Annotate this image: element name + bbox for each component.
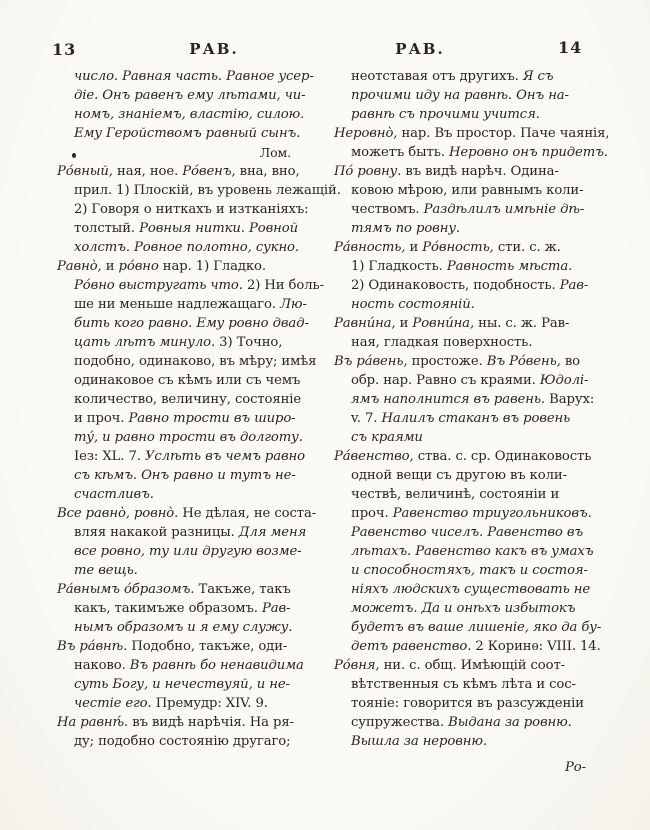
text-line bbox=[57, 238, 327, 257]
text-line bbox=[334, 409, 620, 428]
text-segment: Не дѣлая, не соста- bbox=[178, 506, 317, 521]
text-segment: чествомъ. bbox=[351, 202, 424, 217]
text-segment: 3) Точно, bbox=[215, 335, 283, 350]
text-line bbox=[57, 447, 327, 466]
right-text-column bbox=[334, 67, 620, 777]
text-segment: Все равно̀, ровно̀. bbox=[57, 506, 179, 521]
text-line bbox=[334, 542, 620, 561]
text-segment: Ро- bbox=[565, 760, 586, 775]
running-head-right: РАВ. bbox=[395, 40, 445, 58]
text-segment: лѣтахъ. Равенство какъ въ умахъ bbox=[351, 544, 594, 559]
text-segment: ямъ наполнится въ равень. bbox=[351, 392, 546, 407]
text-segment: наково. bbox=[74, 658, 130, 673]
text-line bbox=[57, 485, 327, 504]
text-line bbox=[57, 105, 327, 124]
text-segment: неотставая отъ другихъ. bbox=[351, 69, 523, 84]
text-line bbox=[57, 428, 327, 447]
text-segment: ства. с. ср. Одинаковость bbox=[413, 449, 592, 464]
text-line bbox=[334, 580, 620, 599]
text-segment: Вышла за неровню. bbox=[351, 734, 487, 749]
text-line bbox=[57, 162, 327, 181]
text-segment: 2) Говоря о ниткахъ и изтканіяхъ: bbox=[74, 202, 309, 217]
text-line bbox=[334, 561, 620, 580]
text-segment: вна, вно, bbox=[235, 164, 300, 179]
text-segment: одинаковое съ кѣмъ или съ чемъ bbox=[74, 373, 301, 388]
text-line bbox=[57, 257, 327, 276]
text-segment: Лом. bbox=[259, 145, 291, 160]
text-line bbox=[57, 124, 327, 143]
text-line bbox=[57, 276, 327, 295]
text-line bbox=[334, 162, 620, 181]
text-segment: ше ни меньше надлежащаго. bbox=[74, 297, 281, 312]
text-line bbox=[57, 409, 327, 428]
text-segment: Премудр: XIV. 9. bbox=[151, 696, 268, 711]
text-line bbox=[334, 656, 620, 675]
text-line bbox=[57, 694, 327, 713]
text-line bbox=[334, 238, 620, 257]
text-segment: Варух: bbox=[545, 392, 595, 407]
text-segment: Равенство чиселъ. Равенство въ bbox=[351, 525, 584, 540]
text-segment: Подобно, такъже, оди- bbox=[127, 639, 288, 654]
text-segment: прил. 1) Плоскій, въ уровень лежащій. bbox=[74, 183, 341, 198]
text-line bbox=[334, 428, 620, 447]
text-segment: и bbox=[405, 240, 423, 255]
text-segment: Въ ра́внѣ. bbox=[57, 639, 128, 654]
text-segment: вляя накакой разницы. bbox=[74, 525, 239, 540]
text-segment: простоже. bbox=[407, 354, 487, 369]
text-segment: Ра́вность, bbox=[334, 240, 406, 255]
text-line bbox=[57, 732, 327, 751]
text-segment: тояніе: говорится въ разсужденіи bbox=[351, 696, 584, 711]
text-line bbox=[57, 295, 327, 314]
text-line bbox=[57, 656, 327, 675]
text-segment: Налилъ стаканъ въ ровень bbox=[381, 411, 571, 426]
text-line bbox=[334, 618, 620, 637]
text-segment: холстъ. Ровное полотно, сукно. bbox=[74, 240, 299, 255]
text-line bbox=[57, 637, 327, 656]
text-line bbox=[334, 200, 620, 219]
text-segment: На равнѣ́. bbox=[57, 715, 129, 730]
text-segment: Равенство триугольниковъ. bbox=[392, 506, 592, 521]
text-segment: можетъ. Да и онѣхъ избытокъ bbox=[351, 601, 576, 616]
text-segment: число. Равная часть. Равное усер- bbox=[74, 69, 314, 84]
text-segment: Ро́вность, bbox=[422, 240, 494, 255]
text-segment: Ро́вно выстругать что. bbox=[74, 278, 243, 293]
text-segment: діе. Онъ равенъ ему лѣтами, чи- bbox=[74, 88, 306, 103]
text-segment: цать лѣтъ минуло. bbox=[74, 335, 216, 350]
text-segment: количество, величину, состояніе bbox=[74, 392, 302, 407]
text-line bbox=[334, 637, 620, 656]
text-segment: какъ, такимъже образомъ. bbox=[74, 601, 262, 616]
text-segment: и способностяхъ, такъ и состоя- bbox=[351, 563, 588, 578]
text-segment: ни. с. общ. Имѣющій соот- bbox=[379, 658, 566, 673]
text-line bbox=[334, 713, 620, 732]
text-segment: честіе его. bbox=[74, 696, 152, 711]
text-line bbox=[334, 219, 620, 238]
text-line bbox=[57, 219, 327, 238]
text-line bbox=[57, 371, 327, 390]
text-segment: можетъ быть. bbox=[351, 145, 450, 160]
text-segment: По́ ровну. bbox=[334, 164, 402, 179]
text-segment: обр. нар. Равно съ краями. bbox=[351, 373, 540, 388]
text-line bbox=[57, 352, 327, 371]
text-segment: Ро́венъ, bbox=[182, 164, 236, 179]
text-line bbox=[57, 181, 341, 200]
text-segment: Такъже, такъ bbox=[194, 582, 291, 597]
text-segment: детъ равенство. bbox=[351, 639, 472, 654]
text-segment: прочими иду на равнѣ. Онъ на- bbox=[351, 88, 569, 103]
text-segment: толстый. bbox=[74, 221, 140, 236]
text-line bbox=[334, 143, 620, 162]
text-line bbox=[334, 257, 620, 276]
text-line bbox=[334, 732, 620, 751]
text-segment: проч. bbox=[351, 506, 393, 521]
text-line bbox=[57, 599, 327, 618]
page-number-left: 13 bbox=[52, 40, 77, 59]
text-segment: Для меня bbox=[238, 525, 307, 540]
text-line bbox=[334, 694, 620, 713]
text-segment: и bbox=[395, 316, 413, 331]
text-segment: Ра́внымъ о́бразомъ. bbox=[57, 582, 195, 597]
text-line bbox=[57, 86, 327, 105]
text-segment: суть Богу, и нечествуяй, и не- bbox=[74, 677, 290, 692]
text-line bbox=[57, 200, 327, 219]
text-line bbox=[57, 314, 327, 333]
text-segment: все ровно, ту или другую возме- bbox=[74, 544, 302, 559]
text-segment: Юдолі- bbox=[539, 373, 589, 388]
text-segment: нымъ образомъ и я ему служу. bbox=[74, 620, 293, 635]
text-line bbox=[57, 675, 327, 694]
text-segment: ро́вно bbox=[118, 259, 159, 274]
page-number-right: 14 bbox=[558, 38, 583, 57]
text-line bbox=[334, 295, 620, 314]
text-segment: Выдана за ровню. bbox=[448, 715, 572, 730]
text-segment: тямъ по ровну. bbox=[351, 221, 460, 236]
text-line bbox=[334, 105, 620, 124]
text-line bbox=[57, 618, 327, 637]
text-segment: ту́, и равно трости въ долготу. bbox=[74, 430, 303, 445]
text-line bbox=[334, 333, 620, 352]
text-line bbox=[57, 504, 327, 523]
text-line bbox=[334, 352, 620, 371]
text-segment: Рав- bbox=[261, 601, 291, 616]
text-line bbox=[334, 466, 620, 485]
text-segment: Въ Ро́вень, bbox=[486, 354, 561, 369]
text-segment: Услѣть въ чемъ равно bbox=[144, 449, 305, 464]
text-line bbox=[334, 447, 620, 466]
text-segment: Въ ра́вень, bbox=[334, 354, 408, 369]
text-segment: будетъ въ ваше лишеніе, яко да бу- bbox=[351, 620, 602, 635]
text-line bbox=[57, 713, 327, 732]
text-segment: сти. с. ж. bbox=[493, 240, 561, 255]
text-segment: нар. 1) Гладко. bbox=[158, 259, 266, 274]
text-segment: чествѣ, величинѣ, состояніи и bbox=[351, 487, 560, 502]
text-segment: те вещь. bbox=[74, 563, 138, 578]
text-segment: Равно̀, bbox=[57, 259, 102, 274]
text-line bbox=[334, 314, 620, 333]
text-segment: супружества. bbox=[351, 715, 449, 730]
text-segment: одной вещи съ другою въ коли- bbox=[351, 468, 567, 483]
text-line bbox=[334, 599, 620, 618]
text-segment: ная, ное. bbox=[112, 164, 183, 179]
text-segment: равнѣ съ прочими учится. bbox=[351, 107, 540, 122]
text-segment: вѣтственныя съ кѣмъ лѣта и сос- bbox=[351, 677, 576, 692]
text-segment: нар. Въ простор. Паче чаянія, bbox=[397, 126, 610, 141]
text-line bbox=[334, 276, 620, 295]
text-segment: Ему Геройствомъ равный сынъ. bbox=[74, 126, 301, 141]
text-segment: Ровныя нитки. Ровной bbox=[139, 221, 298, 236]
text-segment: 2) Ни боль- bbox=[242, 278, 324, 293]
text-segment: ность состояній. bbox=[351, 297, 475, 312]
text-segment: Ро́вный, bbox=[57, 164, 113, 179]
text-segment: съ краями bbox=[351, 430, 423, 445]
text-segment: Лю- bbox=[280, 297, 307, 312]
text-line bbox=[334, 124, 620, 143]
text-line bbox=[57, 466, 327, 485]
text-segment: подобно, одинаково, въ мѣру; имѣя bbox=[74, 354, 317, 369]
text-segment: во bbox=[560, 354, 581, 369]
text-segment: Равно трости въ широ- bbox=[128, 411, 296, 426]
text-segment: счастливъ. bbox=[74, 487, 154, 502]
text-line bbox=[57, 390, 327, 409]
text-segment: ду; подобно состоянію другаго; bbox=[74, 734, 291, 749]
text-segment: Неровно̀, bbox=[334, 126, 398, 141]
text-line bbox=[57, 542, 327, 561]
text-segment: въ видѣ нарѣчія. На ря- bbox=[128, 715, 294, 730]
text-segment: и проч. bbox=[74, 411, 129, 426]
text-segment: Ровни́на, bbox=[412, 316, 475, 331]
text-segment: Я съ bbox=[522, 69, 554, 84]
text-segment: номъ, знаніемъ, властію, силою. bbox=[74, 107, 305, 122]
text-segment: Въ равнѣ бо ненавидима bbox=[129, 658, 304, 673]
text-line bbox=[57, 561, 327, 580]
text-segment: съ кѣмъ. Онъ равно и тутъ не- bbox=[74, 468, 296, 483]
text-line bbox=[57, 143, 327, 162]
text-line bbox=[334, 371, 620, 390]
text-segment: Іез: XL. 7. bbox=[74, 449, 145, 464]
text-segment: ны. с. ж. Рав- bbox=[474, 316, 570, 331]
text-segment: ная, гладкая поверхность. bbox=[351, 335, 533, 350]
text-segment: 2) Одинаковость, подобность. bbox=[351, 278, 560, 293]
text-line bbox=[57, 333, 327, 352]
text-segment: ковою мѣрою, или равнымъ коли- bbox=[351, 183, 584, 198]
text-segment: въ видѣ нарѣч. Одина- bbox=[401, 164, 559, 179]
text-line bbox=[334, 504, 620, 523]
text-line bbox=[334, 67, 620, 86]
running-head-left: РАВ. bbox=[189, 40, 239, 58]
text-segment: Ра́венство, bbox=[334, 449, 414, 464]
text-line bbox=[57, 523, 327, 542]
text-segment: Неровно онъ придетъ. bbox=[449, 145, 608, 160]
text-segment: Равни́на, bbox=[334, 316, 396, 331]
text-segment: Рав- bbox=[559, 278, 589, 293]
text-line bbox=[334, 485, 620, 504]
text-segment: бить кого равно. Ему ровно двад- bbox=[74, 316, 309, 331]
text-line bbox=[334, 390, 620, 409]
text-line bbox=[334, 86, 620, 105]
text-line bbox=[334, 675, 620, 694]
text-segment: ніяхъ людскихъ существовать не bbox=[351, 582, 591, 597]
text-line bbox=[57, 580, 327, 599]
text-line bbox=[334, 523, 620, 542]
text-line bbox=[334, 758, 620, 777]
text-segment: Ро́вня, bbox=[334, 658, 380, 673]
text-segment: и bbox=[101, 259, 119, 274]
text-segment: Равность мѣста. bbox=[446, 259, 573, 274]
text-line bbox=[334, 181, 620, 200]
text-segment: 1) Гладкость. bbox=[351, 259, 447, 274]
text-segment: v. 7. bbox=[351, 411, 382, 426]
text-segment: 2 Коринѳ: VIII. 14. bbox=[471, 639, 601, 654]
text-line bbox=[57, 67, 327, 86]
left-text-column bbox=[57, 67, 341, 751]
text-segment: Раздѣлилъ имѣніе дѣ- bbox=[423, 202, 585, 217]
